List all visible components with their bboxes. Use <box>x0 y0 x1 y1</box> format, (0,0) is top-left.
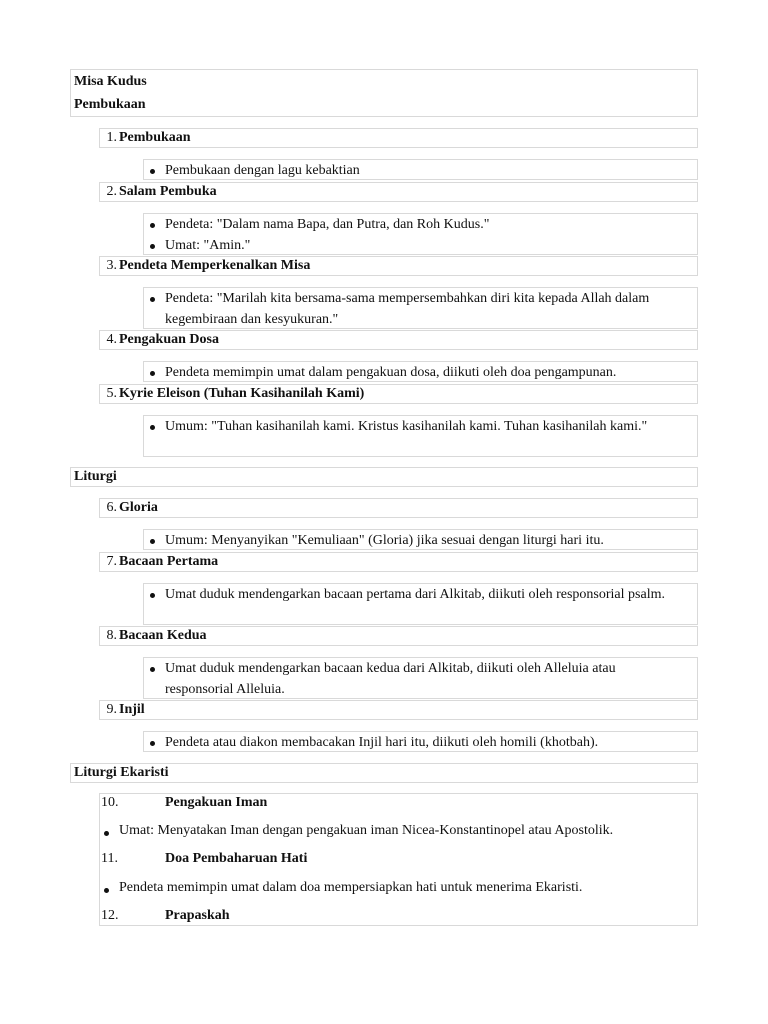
item-number: 5. <box>106 386 117 401</box>
item-label: Salam Pembuka <box>119 184 217 199</box>
bullet-item <box>100 823 613 839</box>
section-title-ekaristi <box>70 763 698 783</box>
list-item <box>99 498 698 518</box>
bullet-item <box>144 531 667 552</box>
item-label: Doa Pembaharuan Hati <box>165 851 308 866</box>
bullet-text: Pendeta: "Marilah kita bersama-sama mempersembahkan diri kita kepada Allah dalam kegembiraan dan kesyukuran." <box>165 291 650 327</box>
bullet-icon <box>150 244 155 249</box>
item-number: 10. <box>101 795 119 810</box>
item-label: Injil <box>119 702 145 717</box>
bullet-text: Pembukaan dengan lagu kebaktian <box>165 163 360 178</box>
section-title-text: Liturgi <box>74 469 117 484</box>
bullet-icon <box>104 831 109 836</box>
bullet-item <box>144 585 667 606</box>
bullet-item <box>144 417 667 438</box>
item-number: 9. <box>106 702 117 717</box>
bullet-icon <box>150 593 155 598</box>
list-item <box>99 256 698 276</box>
list-item <box>99 552 698 572</box>
bullet-text: Umat: "Amin." <box>165 237 251 253</box>
item-label: Pembukaan <box>119 130 191 145</box>
item-label: Bacaan Kedua <box>119 628 207 643</box>
bullet-text: Umat: Menyatakan Iman dengan pengakuan iman Nicea-Konstantinopel atau Apostolik. <box>119 823 614 838</box>
bullet-item <box>144 659 667 700</box>
bullet-text: Umum: "Tuhan kasihanilah kami. Kristus kasihanilah kami. Tuhan kasihanilah kami." <box>165 419 648 434</box>
list-item <box>99 700 698 720</box>
bullet-icon <box>150 539 155 544</box>
item-label: Pengakuan Iman <box>165 795 268 810</box>
bullet-list <box>143 583 698 625</box>
bullet-item <box>144 363 667 384</box>
bullet-icon <box>150 223 155 228</box>
item-number: 6. <box>106 500 117 515</box>
bullet-list <box>143 361 698 382</box>
bullet-icon <box>150 667 155 672</box>
item-number: 1. <box>106 130 117 145</box>
list-item <box>99 384 698 404</box>
item-label: Kyrie Eleison (Tuhan Kasihanilah Kami) <box>119 386 365 401</box>
bullet-item <box>144 161 667 182</box>
bullet-item <box>144 236 667 257</box>
bullet-list <box>143 415 698 457</box>
bullet-text: Umat duduk mendengarkan bacaan kedua dari Alkitab, diikuti oleh Alleluia atau responsorial Alleluia. <box>165 661 616 697</box>
list-item <box>99 626 698 646</box>
item-label: Prapaskah <box>165 908 230 923</box>
bullet-item <box>100 880 582 896</box>
item-number: 8. <box>106 628 117 643</box>
bullet-list <box>143 657 698 699</box>
bullet-list <box>143 213 698 255</box>
eucharist-block <box>99 793 698 926</box>
section-title-pembukaan: Pembukaan <box>74 97 146 112</box>
bullet-icon <box>104 888 109 893</box>
document-title: Misa Kudus <box>74 74 147 89</box>
bullet-text: Pendeta memimpin umat dalam doa mempersiapkan hati untuk menerima Ekaristi. <box>119 880 583 895</box>
item-number: 4. <box>106 332 117 347</box>
bullet-item <box>144 733 667 754</box>
item-label: Gloria <box>119 500 158 515</box>
bullet-item <box>144 215 667 236</box>
bullet-icon <box>150 169 155 174</box>
list-item <box>99 182 698 202</box>
bullet-list <box>143 287 698 329</box>
item-label: Bacaan Pertama <box>119 554 219 569</box>
bullet-text: Umat duduk mendengarkan bacaan pertama dari Alkitab, diikuti oleh responsorial psalm. <box>165 587 665 602</box>
item-number: 12. <box>101 908 119 923</box>
item-number: 3. <box>106 258 117 273</box>
bullet-text: Umum: Menyanyikan "Kemuliaan" (Gloria) jika sesuai dengan liturgi hari itu. <box>165 533 604 548</box>
item-number: 7. <box>106 554 117 569</box>
bullet-icon <box>150 371 155 376</box>
item-label: Pengakuan Dosa <box>119 332 219 347</box>
bullet-text: Pendeta atau diakon membacakan Injil hari itu, diikuti oleh homili (khotbah). <box>165 735 599 750</box>
bullet-icon <box>150 297 155 302</box>
bullet-list <box>143 159 698 180</box>
bullet-icon <box>150 425 155 430</box>
bullet-item <box>144 289 667 330</box>
bullet-text: Pendeta memimpin umat dalam pengakuan dosa, diikuti oleh doa pengampunan. <box>165 365 617 380</box>
section-title-text: Liturgi Ekaristi <box>74 765 169 780</box>
section-title-liturgi <box>70 467 698 487</box>
bullet-list <box>143 731 698 752</box>
list-item <box>99 330 698 350</box>
item-number: 2. <box>106 184 117 199</box>
bullet-text: Pendeta: "Dalam nama Bapa, dan Putra, dan Roh Kudus." <box>165 217 490 232</box>
item-number: 11. <box>101 851 118 866</box>
bullet-list <box>143 529 698 550</box>
bullet-icon <box>150 741 155 746</box>
list-item <box>99 128 698 148</box>
doc-header <box>70 69 698 117</box>
item-label: Pendeta Memperkenalkan Misa <box>119 258 311 273</box>
